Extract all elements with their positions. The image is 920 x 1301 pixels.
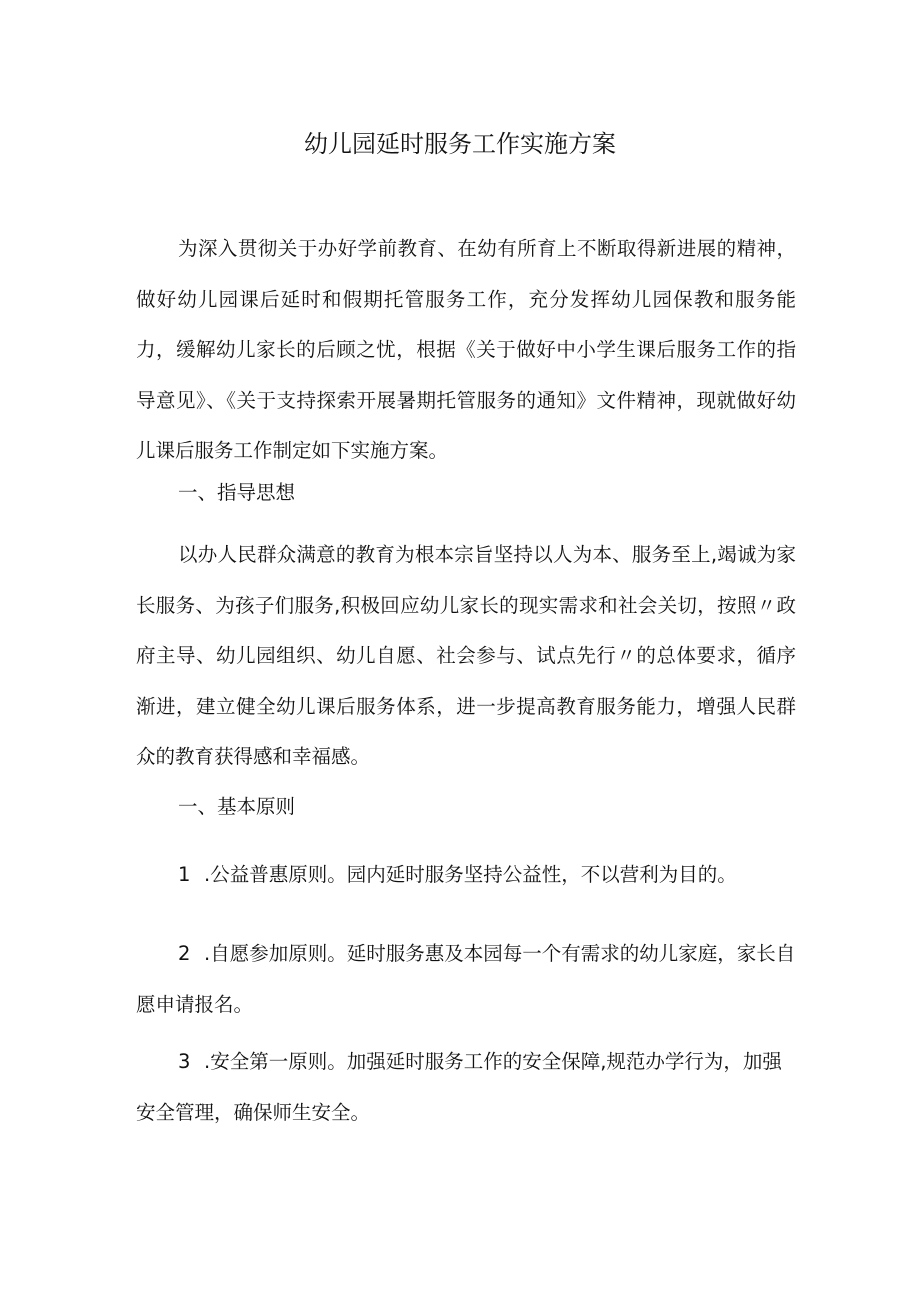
section-heading-guiding-ideology: 一、指导思想 [178, 481, 296, 504]
document-title: 幼儿园延时服务工作实施方案 [304, 130, 616, 158]
principle-text: .安全第一原则。加强延时服务工作的安全保障,规范办学行为，加强安全管理，确保师生安全。 [136, 1050, 782, 1124]
section-heading-basic-principles: 一、基本原则 [178, 795, 296, 818]
principle-item [136, 850, 796, 901]
principle-number: 1 [178, 863, 191, 886]
principle-number: 2 [178, 942, 191, 965]
principle-number: 3 [178, 1050, 191, 1073]
principle-text: .自愿参加原则。延时服务惠及本园每一个有需求的幼儿家庭，家长自愿申请报名。 [136, 942, 796, 1016]
intro-paragraph: 为深入贯彻关于办好学前教育、在幼有所育上不断取得新进展的精神，做好幼儿园课后延时和假期托管服务工作，充分发挥幼儿园保教和服务能力，缓解幼儿家长的后顾之忧，根据《关于做好中小学生课后服务工作的指导意见》、《关于支持探索开展暑期托管服务的通知》文件精神，现就做好幼儿课后服务工作制定如下实施方案。 [136, 237, 796, 462]
principle-item [136, 1037, 796, 1138]
guiding-ideology-paragraph: 以办人民群众满意的教育为根本宗旨坚持以人为本、服务至上,竭诚为家长服务、为孩子们服务,积极回应幼儿家长的现实需求和社会关切，按照〃政府主导、幼儿园组织、幼儿自愿、社会参与、试点先行〃的总体要求，循序渐进，建立健全幼儿课后服务体系，进一步提高教育服务能力，增强人民群众的教育获得感和幸福感。 [136, 543, 796, 768]
principle-text: .公益普惠原则。园内延时服务坚持公益性，不以营利为目的。 [204, 863, 737, 886]
principle-item [136, 929, 796, 1030]
